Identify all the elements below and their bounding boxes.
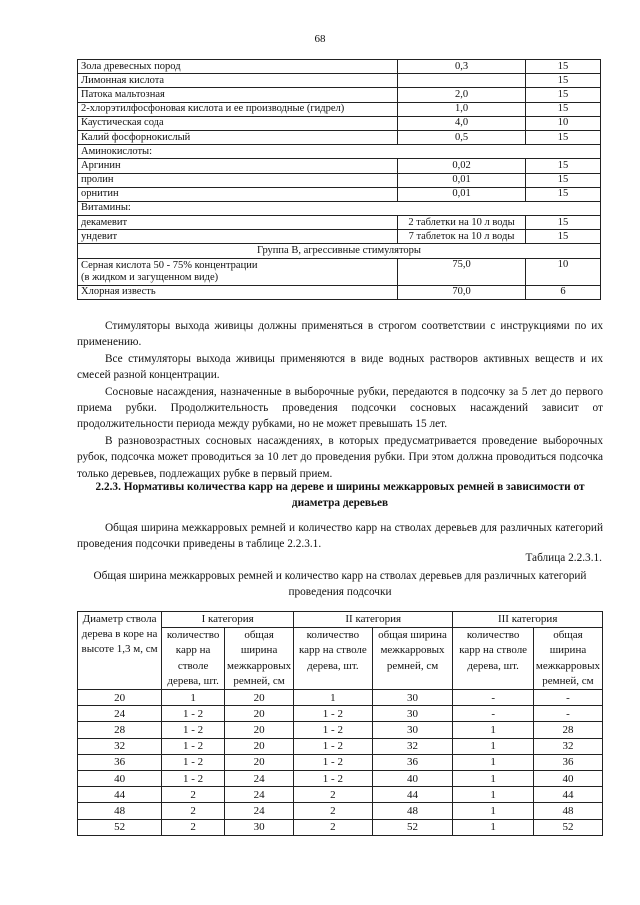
table-cell: 2 — [162, 787, 225, 803]
table-cell: 36 — [372, 754, 453, 770]
table-cell: 1 - 2 — [162, 754, 225, 770]
table-cell: 40 — [78, 770, 162, 786]
table-cell: 0,01 — [398, 187, 526, 201]
table-cell: 24 — [225, 770, 294, 786]
table-row — [78, 116, 601, 130]
table-cell: 15 — [526, 60, 601, 74]
table-row — [78, 258, 601, 285]
table-cell: 36 — [78, 754, 162, 770]
table-cell: 1 — [294, 690, 373, 706]
table-cell: 1 — [453, 819, 534, 835]
table-row — [78, 102, 601, 116]
table-cell-line: Серная кислота 50 - 75% концентрации — [81, 259, 258, 271]
table-cell: 32 — [78, 738, 162, 754]
table-cell: 15 — [526, 159, 601, 173]
page-number: 68 — [314, 33, 326, 45]
table-cell: Калий фосфорнокислый — [78, 130, 398, 144]
table-cell: 20 — [225, 690, 294, 706]
table-cell: - — [533, 690, 602, 706]
table-cell: ундевит — [78, 230, 398, 244]
table-cell: Лимонная кислота — [78, 74, 398, 88]
table-cell: 1 - 2 — [162, 770, 225, 786]
table-cell: 2 — [162, 803, 225, 819]
table-cell: 10 — [526, 258, 601, 285]
table-cell: 2 таблетки на 10 л воды — [398, 216, 526, 230]
column-header: общая ширина межкарровых ремней, см — [225, 628, 294, 690]
table-row — [78, 187, 601, 201]
table-row — [78, 738, 603, 754]
table-row — [78, 754, 603, 770]
table-cell: пролин — [78, 173, 398, 187]
table-cell: 15 — [526, 173, 601, 187]
table-cell: Каустическая сода — [78, 116, 398, 130]
table-cell: 15 — [526, 74, 601, 88]
table-cell: 24 — [225, 787, 294, 803]
table-row — [78, 819, 603, 835]
table-cell: - — [453, 706, 534, 722]
table-cell: 44 — [533, 787, 602, 803]
table-cell: декамевит — [78, 216, 398, 230]
column-header: Диаметр ствола дерева в коре на высоте 1,3 м, см — [78, 612, 162, 690]
table-cell: 1 — [453, 787, 534, 803]
table-cell: 52 — [372, 819, 453, 835]
table-cell: 15 — [526, 187, 601, 201]
intro-text — [77, 520, 603, 553]
table-row — [78, 130, 601, 144]
table-cell: 24 — [225, 803, 294, 819]
table-cell: 2-хлорэтилфосфоновая кислота и ее производные (гидрел) — [78, 102, 398, 116]
table-cell-line: (в жидком и загущенном виде) — [81, 271, 219, 283]
table-cell: 28 — [78, 722, 162, 738]
table-row — [78, 159, 601, 173]
stimulants-table — [77, 59, 601, 300]
table-cell: 0,02 — [398, 159, 526, 173]
table-row — [78, 787, 603, 803]
table-cell: 28 — [533, 722, 602, 738]
column-header: III категория — [453, 612, 603, 628]
table-cell: 44 — [78, 787, 162, 803]
paragraph: Все стимуляторы выхода живицы применяются в виде водных растворов активных веществ и их смесей разной концентрации. — [77, 352, 603, 382]
table-row — [78, 722, 603, 738]
table-cell: 1 — [453, 754, 534, 770]
table-cell: Хлорная известь — [78, 285, 398, 299]
column-header: I категория — [162, 612, 294, 628]
paragraph: Сосновые насаждения, назначенные в выборочные рубки, передаются в подсочку за 5 лет до первого приема рубки. Продолжительность проведения подсочки сосновых насаждений зависит от продолжительности периода между рубками, но не может превышать 15 лет. — [77, 385, 603, 431]
table-cell: Патока мальтозная — [78, 88, 398, 102]
table-cell: 30 — [372, 706, 453, 722]
table-cell: 1 - 2 — [294, 722, 373, 738]
table-cell: 52 — [533, 819, 602, 835]
table-cell: 48 — [533, 803, 602, 819]
table-cell: 1 - 2 — [294, 770, 373, 786]
table-row — [78, 88, 601, 102]
table-cell: 30 — [225, 819, 294, 835]
table-row — [78, 285, 601, 299]
table-cell: - — [533, 706, 602, 722]
table-cell: 20 — [225, 706, 294, 722]
table-cell: 40 — [533, 770, 602, 786]
table-cell: 40 — [372, 770, 453, 786]
table-row — [78, 803, 603, 819]
column-header: общая ширина межкарровых ремней, см — [533, 628, 602, 690]
column-header: количество карр на стволе дерева, шт. — [162, 628, 225, 690]
table-cell: 4,0 — [398, 116, 526, 130]
table-row — [78, 706, 603, 722]
table-cell: 75,0 — [398, 258, 526, 285]
table-cell: 15 — [526, 88, 601, 102]
table-cell: 30 — [372, 722, 453, 738]
table-cell: 20 — [225, 738, 294, 754]
table-cell: 48 — [78, 803, 162, 819]
table-cell: 15 — [526, 130, 601, 144]
table-cell: 2 — [294, 803, 373, 819]
table-number: Таблица 2.2.3.1. — [525, 552, 602, 564]
table-cell: орнитин — [78, 187, 398, 201]
table-cell: 48 — [372, 803, 453, 819]
table-cell: 10 — [526, 116, 601, 130]
table-row — [78, 201, 601, 215]
table-cell: 15 — [526, 216, 601, 230]
table-cell: 7 таблеток на 10 л воды — [398, 230, 526, 244]
table-cell: 2 — [294, 787, 373, 803]
table-cell: 32 — [372, 738, 453, 754]
table-cell: 6 — [526, 285, 601, 299]
table-caption: Общая ширина межкарровых ремней и количество карр на стволах деревьев для различных категорий проведения подсочки — [93, 570, 587, 598]
table-cell: 1 — [453, 722, 534, 738]
table-cell: 1,0 — [398, 102, 526, 116]
group-label: Группа В, агрессивные стимуляторы — [78, 244, 601, 258]
table-cell: Зола древесных пород — [78, 60, 398, 74]
table-row — [78, 173, 601, 187]
table-cell: 1 — [453, 803, 534, 819]
table-row — [78, 770, 603, 786]
table-cell: - — [453, 690, 534, 706]
table-cell: 32 — [533, 738, 602, 754]
column-header: общая ширина межкарровых ремней, см — [372, 628, 453, 690]
table-cell: 30 — [372, 690, 453, 706]
table-row — [78, 244, 601, 258]
table-header-row — [78, 612, 603, 628]
table-row — [78, 230, 601, 244]
table-cell: 0,5 — [398, 130, 526, 144]
table-cell: Аргинин — [78, 159, 398, 173]
section-heading: 2.2.3. Нормативы количества карр на дереве и ширины межкарровых ремней в зависимости от диаметра деревьев — [95, 481, 585, 509]
table-cell: 15 — [526, 102, 601, 116]
paragraph: Стимуляторы выхода живицы должны применяться в строгом соответствии с инструкциями по их применению. — [77, 320, 603, 349]
table-cell: 1 - 2 — [162, 706, 225, 722]
table-row — [78, 690, 603, 706]
table-cell: 36 — [533, 754, 602, 770]
table-cell: 52 — [78, 819, 162, 835]
table-row — [78, 60, 601, 74]
column-header: количество карр на стволе дерева, шт. — [294, 628, 373, 690]
table-section-label: Аминокислоты: — [78, 145, 601, 159]
table-cell — [78, 258, 398, 285]
table-cell: 1 - 2 — [294, 706, 373, 722]
column-header: количество карр на стволе дерева, шт. — [453, 628, 534, 690]
table-cell: 1 - 2 — [294, 754, 373, 770]
table-cell: 1 - 2 — [294, 738, 373, 754]
table-cell: 20 — [225, 722, 294, 738]
table-cell: 2 — [162, 819, 225, 835]
table-cell: 1 - 2 — [162, 738, 225, 754]
paragraph: Общая ширина межкарровых ремней и количество карр на стволах деревьев для различных категорий проведения подсочки приведены в таблице 2.2.3.1. — [77, 522, 603, 551]
table-cell: 0,01 — [398, 173, 526, 187]
table-cell: 44 — [372, 787, 453, 803]
column-header: II категория — [294, 612, 453, 628]
table-section-label: Витамины: — [78, 201, 601, 215]
table-row — [78, 145, 601, 159]
norms-table — [77, 611, 603, 836]
table-cell: 1 — [162, 690, 225, 706]
table-cell: 2 — [294, 819, 373, 835]
table-row — [78, 216, 601, 230]
table-cell: 2,0 — [398, 88, 526, 102]
table-cell: 20 — [78, 690, 162, 706]
body-text — [77, 318, 603, 482]
table-body — [78, 690, 603, 836]
table-cell: 15 — [526, 230, 601, 244]
table-cell: 1 — [453, 770, 534, 786]
table-cell: 0,3 — [398, 60, 526, 74]
table-cell: 20 — [225, 754, 294, 770]
table-cell: 1 - 2 — [162, 722, 225, 738]
paragraph: В разновозрастных сосновых насаждениях, в которых предусматривается проведение выборочных рубок, подсочка может проводиться за 10 лет до проведения рубки. При этом должна проводиться подсочка только деревьев, подлежащих рубке в первый прием. — [77, 434, 603, 480]
table-cell: 1 — [453, 738, 534, 754]
table-cell: 70,0 — [398, 285, 526, 299]
table-cell: 24 — [78, 706, 162, 722]
table-cell — [398, 74, 526, 88]
table-row — [78, 74, 601, 88]
